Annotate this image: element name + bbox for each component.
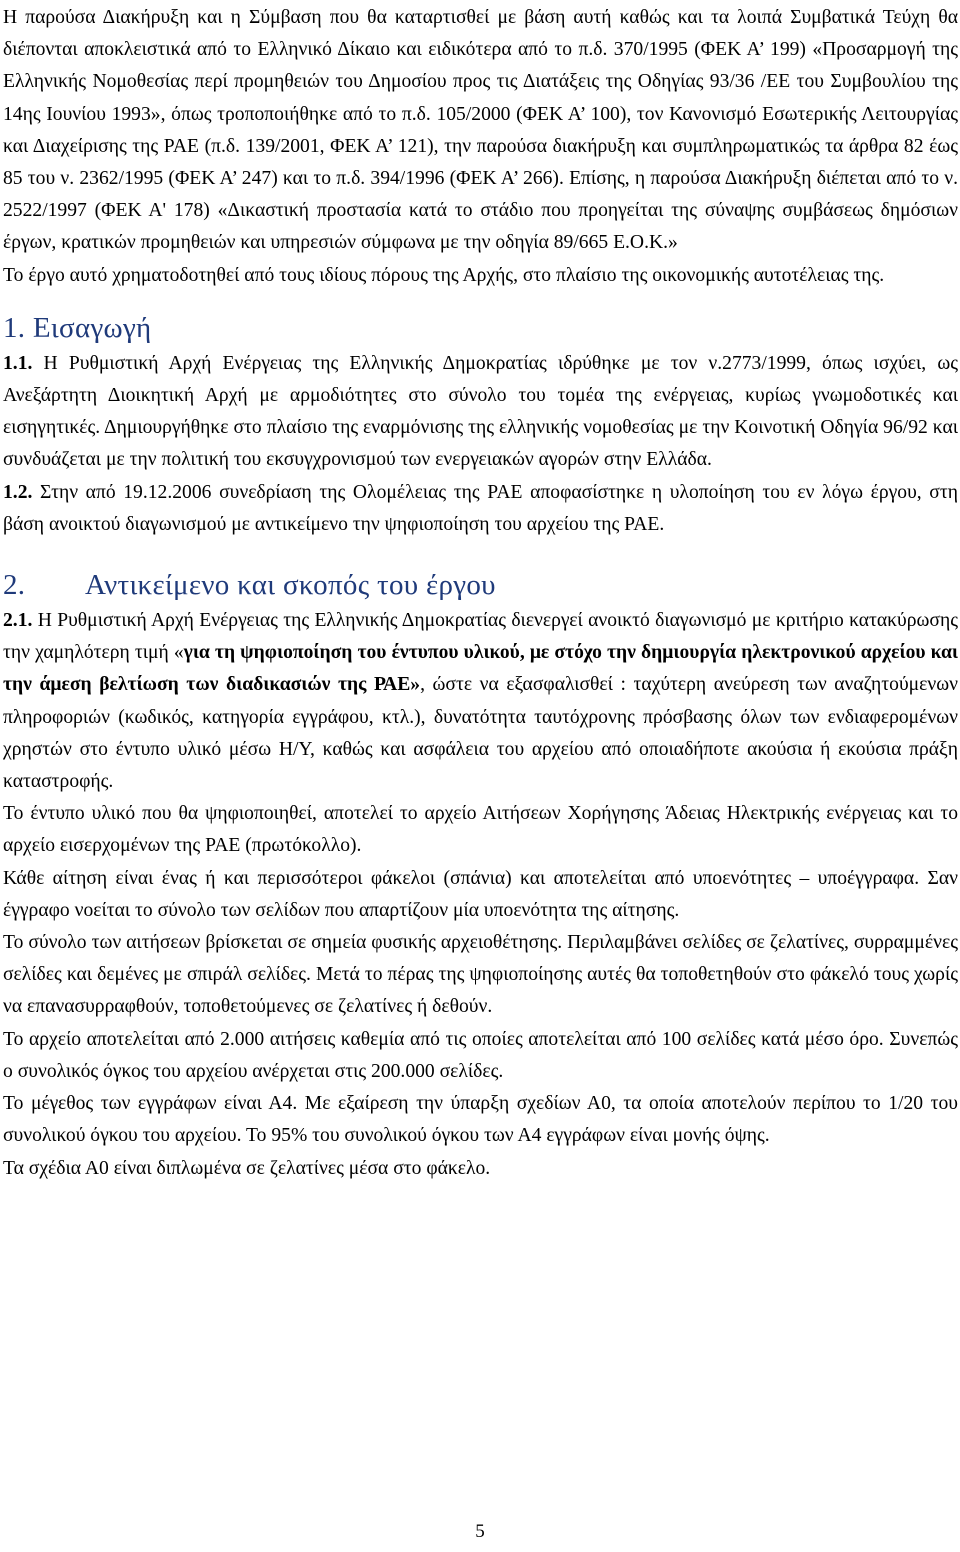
paragraph-2-1-number: 2.1.	[3, 610, 33, 632]
paragraph-volume: Το αρχείο αποτελείται από 2.000 αιτήσεις καθεμία από τις οποίες αποτελείται από 100 σελίδες κατά μέσο όρο. Συνεπώς ο συνολικός όγκος του αρχείου ανέρχεται στις 200.000 σελίδες.	[3, 1028, 958, 1082]
paragraph-2-1	[3, 605, 958, 798]
section-2-number: 2.	[3, 569, 26, 602]
paragraph-1-1	[3, 348, 958, 477]
paragraph-1-2-number: 1.2.	[3, 481, 33, 503]
paragraph-1-2-text: Στην από 19.12.2006 συνεδρίαση της Ολομέλειας της ΡΑΕ αποφασίστηκε η υλοποίηση του εν λόγω έργου, στη βάση ανοικτού διαγωνισμού με αντικείμενο την ψηφιοποίηση του αρχείου της ΡΑΕ.	[3, 481, 958, 535]
paragraph-2-1-rest: , ώστε να εξασφαλισθεί : ταχύτερη ανεύρεση των αναζητούμενων πληροφοριών (κωδικός, κατηγορία εγγράφου, κτλ.), δυνατότητα ταυτόχρονης πρόσβασης όλων των ενδιαφερομένων χρηστών στο έντυπο υλικό μέσω Η/Υ, καθώς και ασφάλεια του αρχείου από οποιαδήποτε ακούσια ή εκούσια πράξη καταστροφής.	[3, 674, 958, 793]
paragraph-archiving: Το σύνολο των αιτήσεων βρίσκεται σε σημεία φυσικής αρχειοθέτησης. Περιλαμβάνει σελίδες σε ζελατίνες, συρραμμένες σελίδες και δεμένες με σπιράλ σελίδες. Μετά το πέρας της ψηφιοποίησης αυτές θα τοποθετηθούν στο φάκελό τους χωρίς να επανασυρραφθούν, τοποθετούμενες σε ζελατίνες ή δεθούν.	[3, 932, 958, 1018]
paragraph-application: Κάθε αίτηση είναι ένας ή και περισσότεροι φάκελοι (σπάνια) και αποτελείται από υποενότητες – υποέγγραφα. Σαν έγγραφο νοείται το σύνολο των σελίδων που απαρτίζουν μία υποενότητα της αίτησης.	[3, 867, 958, 921]
funding-paragraph: Το έργο αυτό χρηματοδοτηθεί από τους ιδίους πόρους της Αρχής, στο πλαίσιο της οικονομικής αυτοτέλειας της.	[3, 264, 885, 286]
paragraph-1-2	[3, 477, 958, 541]
paragraph-a0-drawings: Τα σχέδια Α0 είναι διπλωμένα σε ζελατίνες μέσα στο φάκελο.	[3, 1157, 491, 1179]
section-2-heading	[3, 567, 958, 603]
paragraph-2-1-intro: Η Ρυθμιστική Αρχή Ενέργειας της Ελληνικής Δημοκρατίας διενεργεί ανοικτό διαγωνισμό με κριτήριο κατακύρωσης την χαμηλότερη τιμή «	[3, 610, 958, 664]
paragraph-2-1-bold-subject: για τη ψηφιοποίηση του έντυπου υλικού, με στόχο την δημιουργία ηλεκτρονικού αρχείου και την άμεση βελτίωση των διαδικασιών της ΡΑΕ»	[3, 642, 959, 696]
paragraph-size: Το μέγεθος των εγγράφων είναι Α4. Με εξαίρεση την ύπαρξη σχεδίων Α0, τα οποία αποτελούν περίπου το 1/20 του συνολικού όγκου του αρχείου. Το 95% του συνολικού όγκου των Α4 εγγράφων είναι μονής όψης.	[3, 1093, 958, 1147]
paragraph-1-1-number: 1.1.	[3, 352, 33, 374]
paragraph-1-1-text: Η Ρυθμιστική Αρχή Ενέργειας της Ελληνικής Δημοκρατίας ιδρύθηκε με τον ν.2773/1999, όπως ισχύει, ως Ανεξάρτητη Διοικητική Αρχή με αρμοδιότητες στο σύνολο του τομέα της ενέργειας, κυρίως γνωμοδοτικές και εισηγητικές. Δημιουργήθηκε στο πλαίσιο της εναρμόνισης της ελληνικής νομοθεσίας με την Κοινοτική Οδηγία 96/92 και συνδυάζεται με την πολιτική του εκσυγχρονισμού των ενεργειακών αγορών στην Ελλάδα.	[3, 352, 958, 471]
page-number: 5	[475, 1521, 485, 1542]
intro-paragraph: Η παρούσα Διακήρυξη και η Σύμβαση που θα καταρτισθεί με βάση αυτή καθώς και τα λοιπά Συμβατικά Τεύχη θα διέπονται αποκλειστικά από το Ελληνικό Δίκαιο και ειδικότερα από το π.δ. 370/1995 (ΦΕΚ Α’ 199) «Προσαρμογή της Ελληνικής Νομοθεσίας περί προμηθειών του Δημοσίου προς τις Διατάξεις της Οδηγίας 93/36 /ΕΕ του Συμβουλίου της 14ης Ιουνίου 1993», όπως τροποποιήθηκε από το π.δ. 105/2000 (ΦΕΚ Α’ 100), τον Κανονισμό Εσωτερικής Λειτουργίας και Διαχείρισης της ΡΑΕ (π.δ. 139/2001, ΦΕΚ Α’ 121), την παρούσα διακήρυξη και συμπληρωματικώς τα άρθρα 82 έως 85 του ν. 2362/1995 (ΦΕΚ Α’ 247) και το π.δ. 394/1996 (ΦΕΚ Α’ 266). Επίσης, η παρούσα Διακήρυξη διέπεται από το ν. 2522/1997 (ΦΕΚ Α' 178) «Δικαστική προστασία κατά το στάδιο που προηγείται της σύναψης συμβάσεως δημόσιων έργων, κρατικών προμηθειών και υπηρεσιών σύμφωνα με την οδηγία 89/665 Ε.Ο.Κ.»	[3, 7, 958, 254]
section-2-title: Αντικείμενο και σκοπός του έργου	[85, 569, 496, 602]
section-1-heading: 1. Εισαγωγή	[3, 311, 152, 344]
paragraph-material: Το έντυπο υλικό που θα ψηφιοποιηθεί, αποτελεί το αρχείο Αιτήσεων Χορήγησης Άδειας Ηλεκτρικής ενέργειας και το αρχείο εισερχομένων της ΡΑΕ (πρωτόκολλο).	[3, 803, 958, 857]
